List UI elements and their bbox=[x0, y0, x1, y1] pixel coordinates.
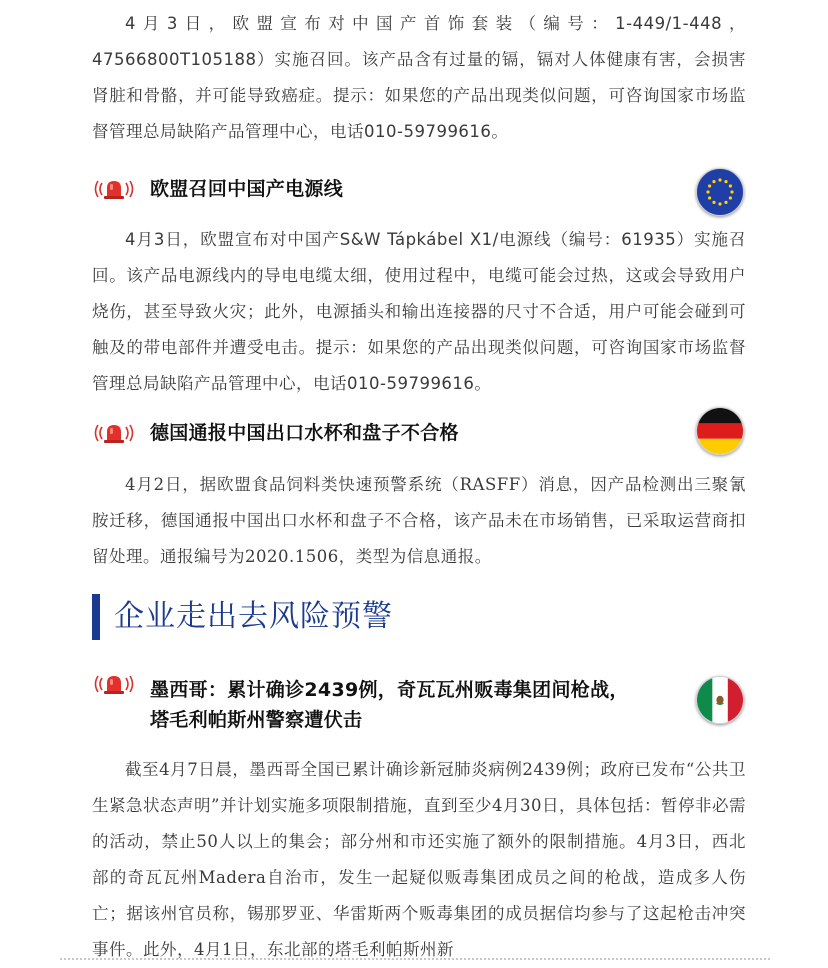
section-title-risk-warning: 企业走出去风险预警 bbox=[92, 594, 393, 640]
item-title-mexico-line1: 墨西哥：累计确诊2439例，奇瓦瓦州贩毒集团间枪战， bbox=[150, 679, 629, 701]
item-title-mexico-line2: 塔毛利帕斯州警察遭伏击 bbox=[150, 709, 363, 731]
divider bbox=[60, 958, 770, 960]
alarm-bell-icon bbox=[94, 421, 134, 445]
mexico-flag-icon bbox=[696, 676, 744, 724]
power-cord-paragraph: 4月3日，欧盟宣布对中国产S&W Tápkábel X1/电源线（编号：61935）实施召回。该产品电源线内的导电电缆太细，使用过程中，电缆可能会过热，这或会导致用户烧伤，甚至导致火灾；此外，电源插头和输出连接器的尺寸不合适，用户可能会碰到可触及的带电部件并遭受电击。提示：如果您的产品出现类似问题，可咨询国家市场监督管理总局缺陷产品管理中心，电话010-59799616。 bbox=[92, 230, 746, 393]
germany-flag-icon bbox=[696, 407, 744, 455]
jewelry-recall-paragraph: 4月3日，欧盟宣布对中国产首饰套装（编号：1-449/1-448，47566800T105188）实施召回。该产品含有过量的镉，镉对人体健康有害，会损害肾脏和骨骼，并可能导致癌症。提示：如果您的产品出现类似问题，可咨询国家市场监督管理总局缺陷产品管理中心，电话010-59799616。 bbox=[92, 14, 746, 141]
alarm-bell-icon bbox=[94, 177, 134, 201]
item-title-germany-cups: 德国通报中国出口水杯和盘子不合格 bbox=[150, 422, 459, 444]
mexico-paragraph: 截至4月7日晨，墨西哥全国已累计确诊新冠肺炎病例2439例；政府已发布“公共卫生紧急状态声明”并计划实施多项限制措施，直到至少4月30日，具体包括：暂停非必需的活动，禁止50人以上的集会；部分州和市还实施了额外的限制措施。4月3日，西北部的奇瓦瓦州Madera自治市，发生一起疑似贩毒集团成员之间的枪战，造成多人伤亡；据该州官员称，锡那罗亚、华雷斯两个贩毒集团的成员据信均参与了这起枪击冲突事件。此外，4月1日，东北部的塔毛利帕斯州新 bbox=[92, 760, 746, 959]
germany-cups-paragraph: 4月2日，据欧盟食品饲料类快速预警系统（RASFF）消息，因产品检测出三聚氰胺迁移，德国通报中国出口水杯和盘子不合格，该产品未在市场销售，已采取运营商扣留处理。通报编号为2020.1506，类型为信息通报。 bbox=[92, 475, 746, 566]
item-title-power-cord: 欧盟召回中国产电源线 bbox=[150, 178, 344, 200]
alarm-bell-icon bbox=[94, 672, 134, 696]
eu-flag-icon bbox=[696, 168, 744, 216]
